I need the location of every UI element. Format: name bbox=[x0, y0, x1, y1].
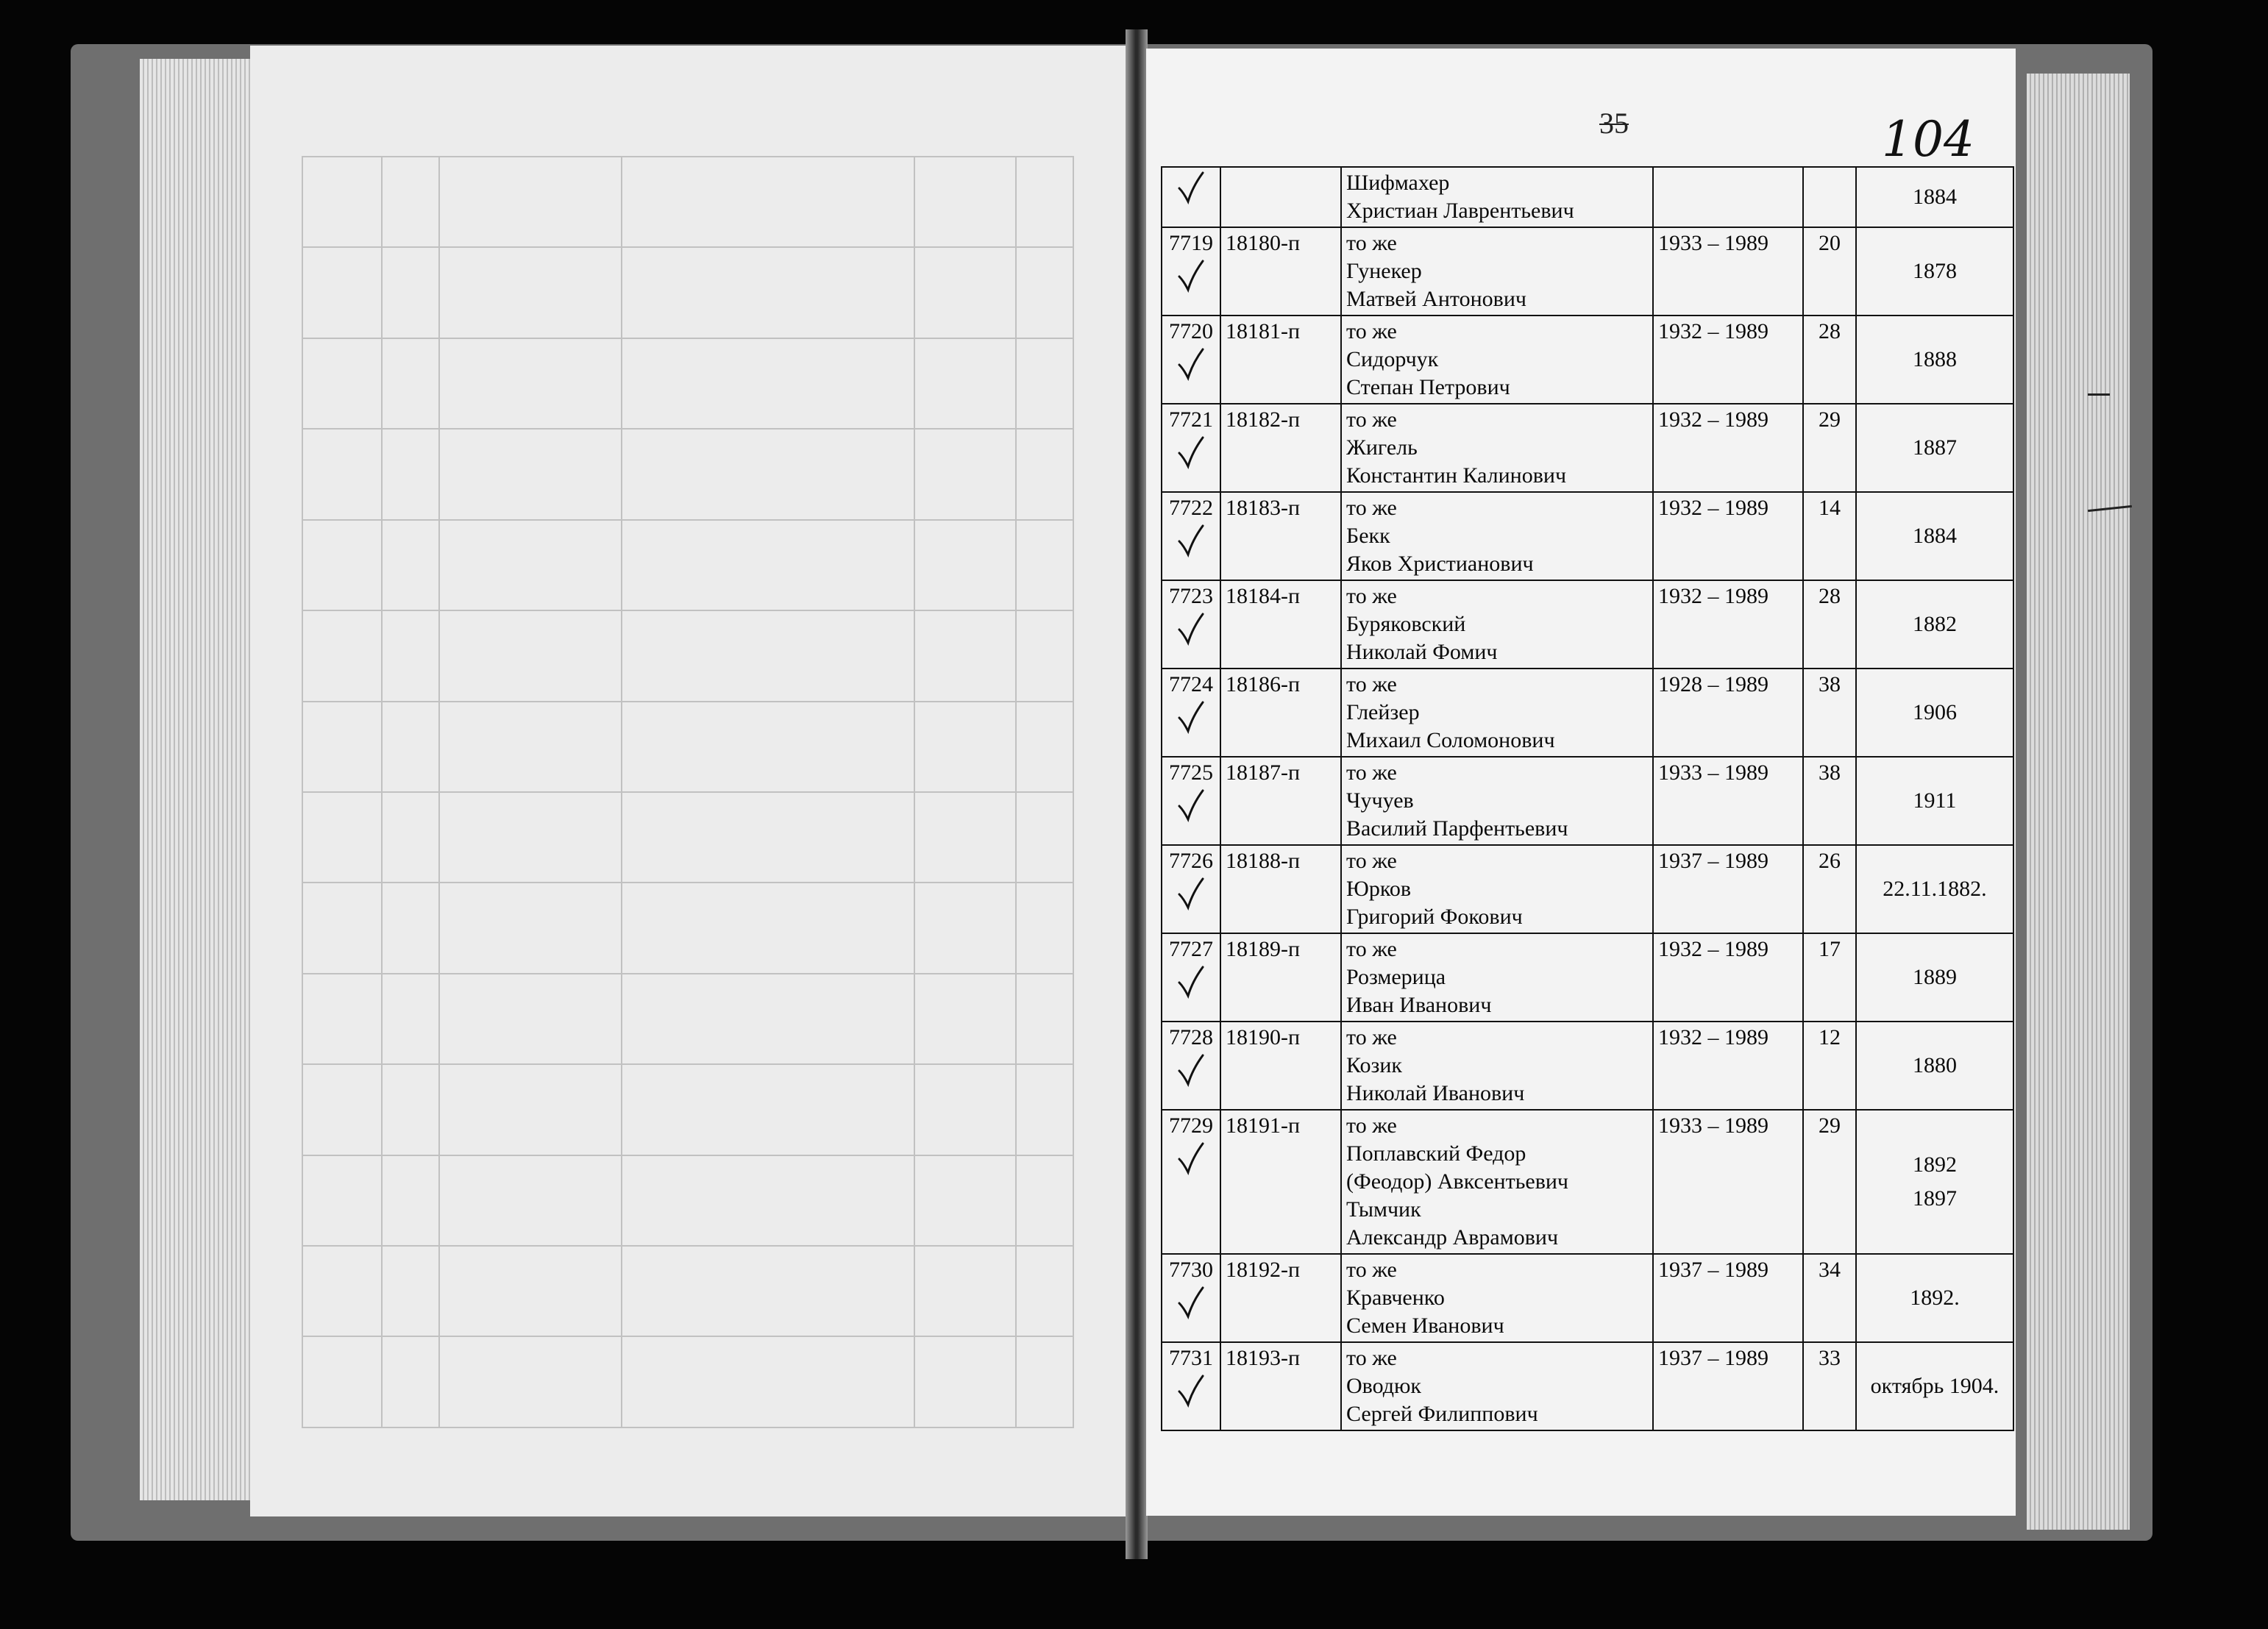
birth-date: 1906 bbox=[1913, 700, 1957, 724]
birth-date: 1892. bbox=[1910, 1286, 1960, 1310]
check-mark-icon bbox=[1176, 1141, 1206, 1175]
ledger-table bbox=[1161, 166, 2014, 1431]
name-line: Константин Калинович bbox=[1346, 463, 1567, 488]
birth-date: 1878 bbox=[1913, 259, 1957, 283]
date-range: 1933 – 1989 bbox=[1653, 227, 1803, 316]
date-range: 1932 – 1989 bbox=[1653, 933, 1803, 1022]
table-row bbox=[1162, 757, 2013, 845]
sheet-count: 26 bbox=[1803, 845, 1856, 933]
bleed-through-text bbox=[302, 156, 1074, 1428]
name-line: Жигель bbox=[1346, 435, 1418, 460]
table-row bbox=[1162, 933, 2013, 1022]
birth-date: 1888 bbox=[1913, 347, 1957, 371]
table-row bbox=[1162, 1022, 2013, 1110]
name-line: то же bbox=[1346, 1258, 1397, 1282]
name-line: Сидорчук bbox=[1346, 347, 1439, 371]
record-number-cell bbox=[1162, 1342, 1220, 1430]
name-line: Степан Петрович bbox=[1346, 375, 1510, 399]
name-line: Юрков bbox=[1346, 877, 1412, 901]
name-line: Николай Фомич bbox=[1346, 640, 1498, 664]
record-number: 7724 bbox=[1169, 672, 1213, 696]
record-number: 7726 bbox=[1169, 849, 1213, 873]
inventory-number: 18180-п bbox=[1220, 227, 1341, 316]
birth-date-cell bbox=[1856, 167, 2013, 227]
date-range: 1937 – 1989 bbox=[1653, 845, 1803, 933]
name-line: Шифмахер bbox=[1346, 171, 1450, 195]
birth-date-cell bbox=[1856, 1254, 2013, 1342]
person-name-cell bbox=[1341, 227, 1653, 316]
date-range: 1932 – 1989 bbox=[1653, 492, 1803, 580]
record-number-cell bbox=[1162, 933, 1220, 1022]
person-name-cell bbox=[1341, 580, 1653, 669]
page-number: 35 bbox=[1599, 107, 1629, 140]
person-name-cell bbox=[1341, 1254, 1653, 1342]
check-mark-icon bbox=[1176, 524, 1206, 557]
name-line: Поплавский Федор bbox=[1346, 1141, 1526, 1166]
birth-date: 1887 bbox=[1913, 435, 1957, 460]
name-line: Семен Иванович bbox=[1346, 1313, 1504, 1338]
inventory-number: 18191-п bbox=[1220, 1110, 1341, 1254]
name-line: Глейзер bbox=[1346, 700, 1420, 724]
name-line: то же bbox=[1346, 496, 1397, 520]
record-number-cell bbox=[1162, 1110, 1220, 1254]
name-line: то же bbox=[1346, 231, 1397, 255]
birth-date: 1880 bbox=[1913, 1053, 1957, 1077]
person-name-cell bbox=[1341, 669, 1653, 757]
name-line: (Феодор) Авксентьевич bbox=[1346, 1169, 1569, 1194]
record-number-cell bbox=[1162, 316, 1220, 404]
birth-date: 1911 bbox=[1913, 788, 1957, 813]
record-number: 7725 bbox=[1169, 760, 1213, 785]
date-range: 1933 – 1989 bbox=[1653, 1110, 1803, 1254]
inventory-number: 18181-п bbox=[1220, 316, 1341, 404]
name-line: Григорий Фокович bbox=[1346, 905, 1523, 929]
table-row bbox=[1162, 1342, 2013, 1430]
name-line: то же bbox=[1346, 937, 1397, 961]
name-line: то же bbox=[1346, 1346, 1397, 1370]
name-line: то же bbox=[1346, 1113, 1397, 1138]
check-mark-icon bbox=[1176, 1374, 1206, 1408]
check-mark-icon bbox=[1176, 788, 1206, 822]
check-mark-icon bbox=[1176, 965, 1206, 999]
birth-date-cell bbox=[1856, 492, 2013, 580]
inventory-number bbox=[1220, 167, 1341, 227]
record-number: 7727 bbox=[1169, 937, 1213, 961]
inventory-number: 18193-п bbox=[1220, 1342, 1341, 1430]
record-number-cell bbox=[1162, 669, 1220, 757]
sheet-count: 14 bbox=[1803, 492, 1856, 580]
name-line: Матвей Антонович bbox=[1346, 287, 1526, 311]
record-number-cell bbox=[1162, 845, 1220, 933]
check-mark-icon bbox=[1176, 259, 1206, 293]
record-number-cell bbox=[1162, 227, 1220, 316]
sheet-count bbox=[1803, 167, 1856, 227]
birth-date: 1892 bbox=[1913, 1152, 1957, 1177]
birth-date-cell bbox=[1856, 757, 2013, 845]
name-line: Бекк bbox=[1346, 524, 1390, 548]
record-number-cell bbox=[1162, 580, 1220, 669]
name-line: то же bbox=[1346, 1025, 1397, 1049]
person-name-cell bbox=[1341, 757, 1653, 845]
name-line: Александр Аврамович bbox=[1346, 1225, 1559, 1250]
person-name-cell bbox=[1341, 167, 1653, 227]
sheet-count: 29 bbox=[1803, 404, 1856, 492]
name-line: Розмерица bbox=[1346, 965, 1446, 989]
sheet-count: 29 bbox=[1803, 1110, 1856, 1254]
left-page bbox=[250, 46, 1127, 1516]
record-number: 7720 bbox=[1169, 319, 1213, 343]
name-line: Тымчик bbox=[1346, 1197, 1421, 1222]
birth-date: 22.11.1882. bbox=[1883, 877, 1987, 901]
birth-date: 1889 bbox=[1913, 965, 1957, 989]
inventory-number: 18192-п bbox=[1220, 1254, 1341, 1342]
table-row bbox=[1162, 316, 2013, 404]
inventory-number: 18188-п bbox=[1220, 845, 1341, 933]
check-mark-icon bbox=[1176, 877, 1206, 910]
margin-tick bbox=[2088, 393, 2110, 396]
book-spine bbox=[1126, 29, 1148, 1559]
name-line: Михаил Соломонович bbox=[1346, 728, 1555, 752]
record-number: 7730 bbox=[1169, 1258, 1213, 1282]
name-line: Сергей Филиппович bbox=[1346, 1402, 1538, 1426]
sheet-count: 33 bbox=[1803, 1342, 1856, 1430]
person-name-cell bbox=[1341, 1022, 1653, 1110]
sheet-count: 17 bbox=[1803, 933, 1856, 1022]
record-number: 7731 bbox=[1169, 1346, 1213, 1370]
table-row bbox=[1162, 1254, 2013, 1342]
name-line: то же bbox=[1346, 407, 1397, 432]
birth-date-cell bbox=[1856, 1342, 2013, 1430]
name-line: Оводюк bbox=[1346, 1374, 1422, 1398]
name-line: Гунекер bbox=[1346, 259, 1422, 283]
name-line: Христиан Лаврентьевич bbox=[1346, 199, 1574, 223]
table-row bbox=[1162, 167, 2013, 227]
inventory-number: 18187-п bbox=[1220, 757, 1341, 845]
birth-date: октябрь 1904. bbox=[1870, 1374, 1999, 1398]
name-line: Буряковский bbox=[1346, 612, 1466, 636]
birth-date-cell bbox=[1856, 580, 2013, 669]
sheet-count: 28 bbox=[1803, 580, 1856, 669]
check-mark-icon bbox=[1176, 1053, 1206, 1087]
sheet-count: 12 bbox=[1803, 1022, 1856, 1110]
check-mark-icon bbox=[1176, 1286, 1206, 1319]
inventory-number: 18186-п bbox=[1220, 669, 1341, 757]
birth-date-cell bbox=[1856, 316, 2013, 404]
name-line: Яков Христианович bbox=[1346, 552, 1534, 576]
person-name-cell bbox=[1341, 404, 1653, 492]
person-name-cell bbox=[1341, 933, 1653, 1022]
birth-date: 1884 bbox=[1913, 524, 1957, 548]
birth-date-cell bbox=[1856, 227, 2013, 316]
check-mark-icon bbox=[1176, 700, 1206, 734]
record-number-cell bbox=[1162, 404, 1220, 492]
birth-date-cell bbox=[1856, 404, 2013, 492]
table-row bbox=[1162, 669, 2013, 757]
name-line: Василий Парфентьевич bbox=[1346, 816, 1568, 841]
date-range: 1932 – 1989 bbox=[1653, 1022, 1803, 1110]
person-name-cell bbox=[1341, 316, 1653, 404]
inventory-number: 18189-п bbox=[1220, 933, 1341, 1022]
sheet-count: 28 bbox=[1803, 316, 1856, 404]
name-line: Чучуев bbox=[1346, 788, 1414, 813]
name-line: Николай Иванович bbox=[1346, 1081, 1525, 1105]
folio-number: 104 bbox=[1882, 111, 1974, 168]
record-number: 7729 bbox=[1169, 1113, 1213, 1138]
record-number-cell bbox=[1162, 1022, 1220, 1110]
page-edges-right bbox=[2027, 74, 2130, 1530]
sheet-count: 34 bbox=[1803, 1254, 1856, 1342]
name-line: то же bbox=[1346, 672, 1397, 696]
table-row bbox=[1162, 580, 2013, 669]
birth-date: 1882 bbox=[1913, 612, 1957, 636]
birth-date-cell bbox=[1856, 845, 2013, 933]
date-range: 1932 – 1989 bbox=[1653, 404, 1803, 492]
inventory-number: 18183-п bbox=[1220, 492, 1341, 580]
record-number: 7721 bbox=[1169, 407, 1213, 432]
birth-date-cell bbox=[1856, 1022, 2013, 1110]
record-number-cell bbox=[1162, 167, 1220, 227]
table-row bbox=[1162, 404, 2013, 492]
name-line: то же bbox=[1346, 849, 1397, 873]
inventory-number: 18190-п bbox=[1220, 1022, 1341, 1110]
name-line: то же bbox=[1346, 760, 1397, 785]
inventory-number: 18184-п bbox=[1220, 580, 1341, 669]
date-range: 1933 – 1989 bbox=[1653, 757, 1803, 845]
record-number: 7728 bbox=[1169, 1025, 1213, 1049]
inventory-number: 18182-п bbox=[1220, 404, 1341, 492]
record-number-cell bbox=[1162, 1254, 1220, 1342]
person-name-cell bbox=[1341, 845, 1653, 933]
table-row bbox=[1162, 227, 2013, 316]
table-row bbox=[1162, 845, 2013, 933]
person-name-cell bbox=[1341, 1342, 1653, 1430]
check-mark-icon bbox=[1176, 347, 1206, 381]
date-range: 1937 – 1989 bbox=[1653, 1342, 1803, 1430]
name-line: Иван Иванович bbox=[1346, 993, 1492, 1017]
right-page bbox=[1146, 49, 2016, 1516]
sheet-count: 38 bbox=[1803, 669, 1856, 757]
date-range: 1937 – 1989 bbox=[1653, 1254, 1803, 1342]
table-row bbox=[1162, 1110, 2013, 1254]
date-range bbox=[1653, 167, 1803, 227]
name-line: то же bbox=[1346, 319, 1397, 343]
record-number-cell bbox=[1162, 757, 1220, 845]
check-mark-icon bbox=[1176, 435, 1206, 469]
check-mark-icon bbox=[1176, 171, 1206, 204]
person-name-cell bbox=[1341, 492, 1653, 580]
birth-date-cell bbox=[1856, 669, 2013, 757]
sheet-count: 20 bbox=[1803, 227, 1856, 316]
table-row bbox=[1162, 492, 2013, 580]
birth-date: 1897 bbox=[1913, 1186, 1957, 1211]
record-number: 7722 bbox=[1169, 496, 1213, 520]
check-mark-icon bbox=[1176, 612, 1206, 646]
record-number: 7723 bbox=[1169, 584, 1213, 608]
date-range: 1932 – 1989 bbox=[1653, 580, 1803, 669]
sheet-count: 38 bbox=[1803, 757, 1856, 845]
record-number-cell bbox=[1162, 492, 1220, 580]
date-range: 1928 – 1989 bbox=[1653, 669, 1803, 757]
date-range: 1932 – 1989 bbox=[1653, 316, 1803, 404]
page-edges-left bbox=[140, 59, 265, 1500]
name-line: то же bbox=[1346, 584, 1397, 608]
record-number: 7719 bbox=[1169, 231, 1213, 255]
birth-date-cell bbox=[1856, 933, 2013, 1022]
name-line: Козик bbox=[1346, 1053, 1402, 1077]
birth-date: 1884 bbox=[1913, 185, 1957, 209]
birth-date-cell bbox=[1856, 1110, 2013, 1254]
name-line: Кравченко bbox=[1346, 1286, 1445, 1310]
person-name-cell bbox=[1341, 1110, 1653, 1254]
